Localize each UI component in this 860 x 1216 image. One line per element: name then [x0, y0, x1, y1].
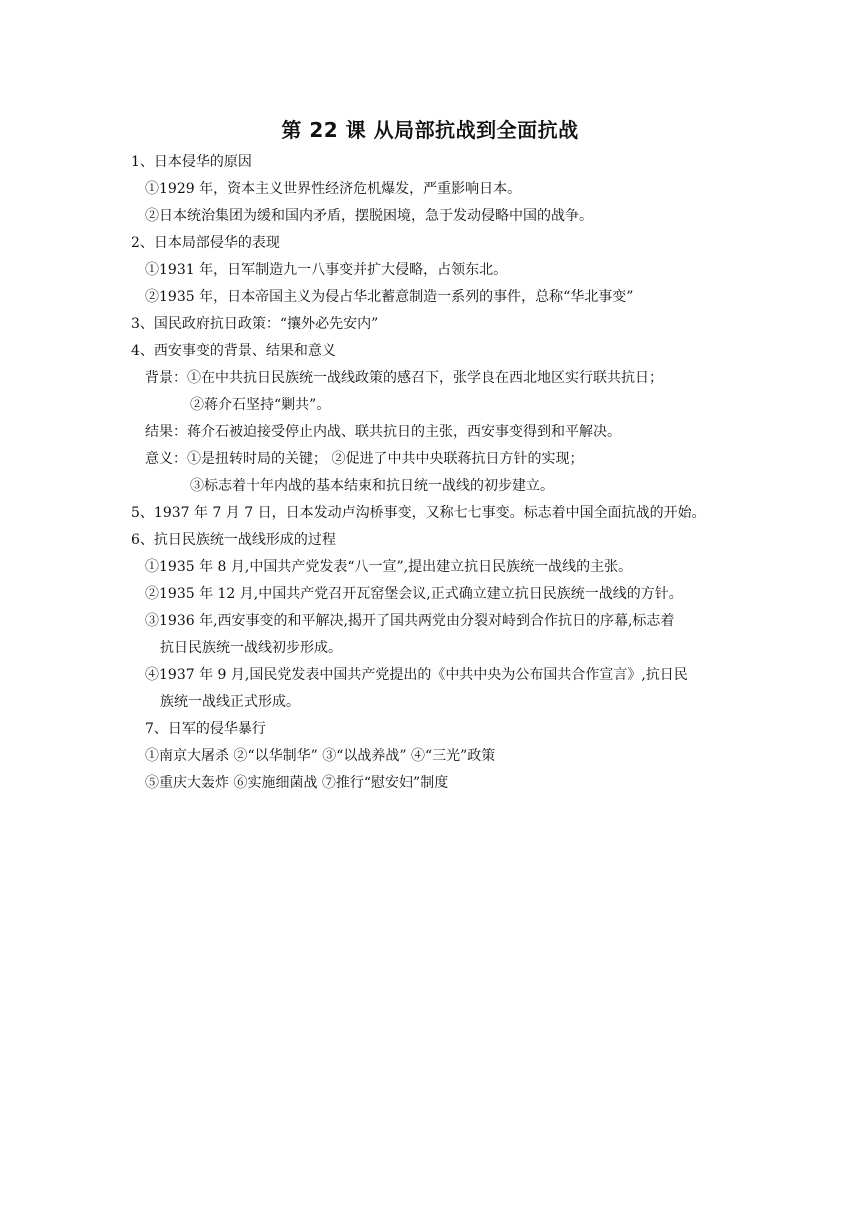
section-heading-5: 5、1937 年 7 月 7 日，日本发动卢沟桥事变，又称七七事变。标志着中国全面抗战的开始。: [131, 505, 706, 521]
list-item: ⑤重庆大轰炸 ⑥实施细菌战 ⑦推行“慰安妇”制度: [145, 775, 449, 791]
section-heading-6: 6、抗日民族统一战线形成的过程: [131, 532, 336, 548]
list-item: ①1929 年，资本主义世界性经济危机爆发，严重影响日本。: [145, 181, 522, 197]
list-item-continuation: 抗日民族统一战线初步形成。: [160, 640, 342, 656]
page-title: 第 22 课 从局部抗战到全面抗战: [281, 118, 579, 142]
list-item: ④1937 年 9 月,国民党发表中国共产党提出的《中共中央为公布国共合作宣言》,抗日民: [145, 667, 688, 683]
list-item: ③1936 年,西安事变的和平解决,揭开了国共两党由分裂对峙到合作抗日的序幕,标志着: [145, 613, 675, 629]
list-item: ①1935 年 8 月,中国共产党发表“八一宣”,提出建立抗日民族统一战线的主张。: [145, 559, 633, 575]
section-heading-3: 3、国民政府抗日政策：“攘外必先安内”: [131, 316, 379, 332]
list-item: ②日本统治集团为缓和国内矛盾，摆脱困境，急于发动侵略中国的战争。: [145, 208, 593, 224]
section-heading-1: 1、日本侵华的原因: [131, 154, 252, 170]
list-item-continuation: 族统一战线正式形成。: [160, 694, 300, 710]
section-heading-7: 7、日军的侵华暴行: [145, 721, 266, 737]
list-item: ②1935 年，日本帝国主义为侵占华北蓄意制造一系列的事件，总称“华北事变”: [145, 289, 634, 305]
list-item: 意义：①是扭转时局的关键； ②促进了中共中央联蒋抗日方针的实现；: [145, 451, 584, 467]
list-item: 背景：①在中共抗日民族统一战线政策的感召下，张学良在西北地区实行联共抗日；: [145, 370, 663, 386]
list-item: ①南京大屠杀 ②“以华制华” ③“以战养战” ④“三光”政策: [145, 748, 496, 764]
section-heading-4: 4、西安事变的背景、结果和意义: [131, 343, 336, 359]
list-item: ②1935 年 12 月,中国共产党召开瓦窑堡会议,正式确立建立抗日民族统一战线的方针。: [145, 586, 683, 602]
list-item: 结果：蒋介石被迫接受停止内战、联共抗日的主张，西安事变得到和平解决。: [145, 424, 621, 440]
list-item: ②蒋介石坚持“剿共”。: [190, 397, 331, 413]
list-item: ①1931 年，日军制造九一八事变并扩大侵略，占领东北。: [145, 262, 508, 278]
list-item: ③标志着十年内战的基本结束和抗日统一战线的初步建立。: [190, 478, 554, 494]
section-heading-2: 2、日本局部侵华的表现: [131, 235, 280, 251]
